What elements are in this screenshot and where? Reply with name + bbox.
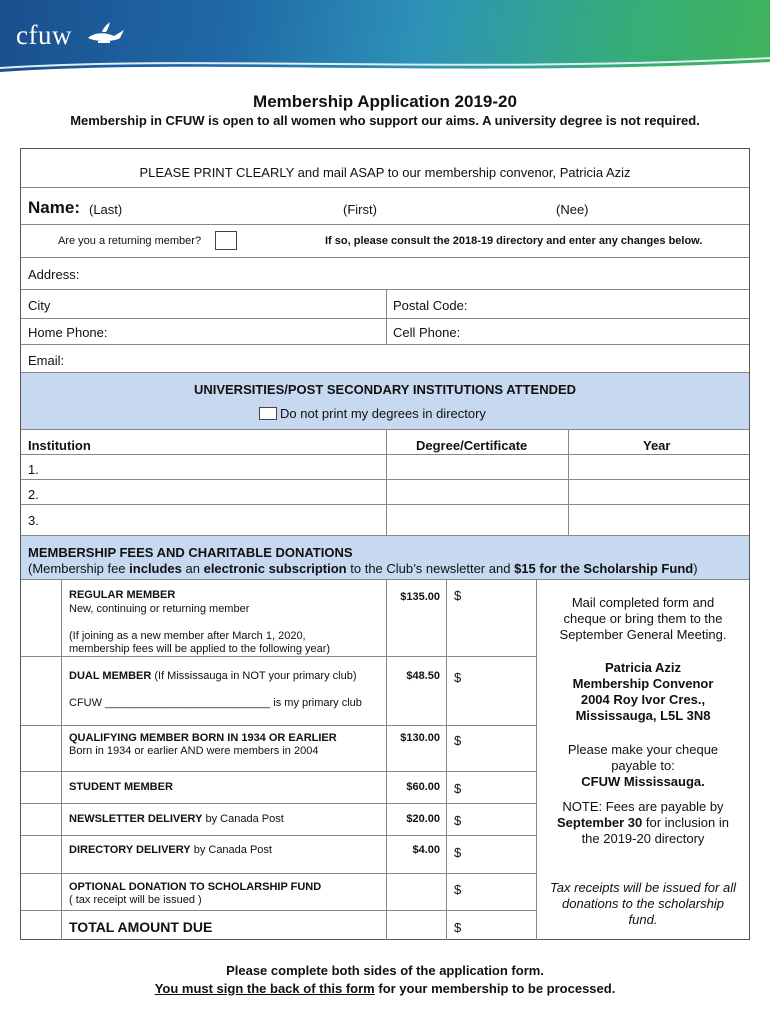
home-phone-label: Home Phone: <box>28 325 108 340</box>
row-number: 3. <box>28 513 39 528</box>
fees-dollar-divider <box>446 580 447 940</box>
newsletter-title: NEWSLETTER DELIVERY by Canada Post <box>69 813 284 825</box>
no-print-degrees-label: Do not print my degrees in directory <box>280 406 486 421</box>
col-year: Year <box>643 438 671 453</box>
instructions-text: PLEASE PRINT CLEARLY and mail ASAP to our membership convenor, Patricia Aziz <box>139 165 631 180</box>
year-divider <box>568 430 569 536</box>
footer-instructions: Please complete both sides of the application form. <box>226 963 544 978</box>
university-row-3[interactable] <box>21 505 749 536</box>
page-title: Membership Application 2019-20 <box>253 92 517 111</box>
regular-title: REGULAR MEMBER <box>69 589 176 601</box>
name-last-label: (Last) <box>89 202 123 217</box>
universities-header <box>21 373 749 430</box>
total-dollar[interactable]: $ <box>454 920 462 935</box>
no-print-degrees-checkbox[interactable] <box>259 407 277 420</box>
postal-code-field[interactable] <box>386 290 749 319</box>
fee-row-line <box>21 873 537 874</box>
fees-amount-divider <box>386 580 387 940</box>
qualifying-title: QUALIFYING MEMBER BORN IN 1934 OR EARLIER <box>69 732 337 744</box>
regular-line2: (If joining as a new member after March 1, 2020, <box>69 630 306 642</box>
student-title: STUDENT MEMBER <box>69 781 173 793</box>
col-institution: Institution <box>28 438 91 453</box>
universities-heading: UNIVERSITIES/POST SECONDARY INSTITUTIONS ATTENDED <box>193 382 577 397</box>
university-row-2[interactable] <box>21 480 749 505</box>
cfuw-logo: cfuw <box>16 20 72 50</box>
name-row[interactable] <box>21 188 749 225</box>
col-degree: Degree/Certificate <box>416 438 528 453</box>
returning-member-row <box>21 225 749 258</box>
banner-wave <box>0 56 770 78</box>
donation-dollar[interactable]: $ <box>454 882 462 897</box>
city-field[interactable] <box>21 290 386 319</box>
address-label: Address: <box>28 267 80 282</box>
qualifying-line1: Born in 1934 or earlier AND were members in 2004 <box>69 745 319 757</box>
email-label: Email: <box>28 353 65 368</box>
fees-heading: MEMBERSHIP FEES AND CHARITABLE DONATIONS <box>28 545 353 560</box>
student-amount: $60.00 <box>406 781 440 793</box>
returning-question: Are you a returning member? <box>58 235 202 247</box>
fees-due-note: NOTE: Fees are payable by September 30 for inclusion in the 2019-20 directory <box>557 799 729 846</box>
mail-instructions: Mail completed form and cheque or bring them to the September General Meeting. <box>559 595 727 642</box>
newsletter-dollar[interactable]: $ <box>454 813 462 828</box>
cheque-instructions: Please make your cheque payable to: CFUW Mississauga. <box>567 742 719 789</box>
donation-title: OPTIONAL DONATION TO SCHOLARSHIP FUND <box>69 881 322 893</box>
row-number: 1. <box>28 462 39 477</box>
address-row[interactable] <box>21 258 749 290</box>
dual-title: DUAL MEMBER (If Mississauga in NOT your primary club) <box>69 670 357 682</box>
fee-row-line <box>21 835 537 836</box>
qualifying-amount: $130.00 <box>400 732 440 744</box>
postal-code-label: Postal Code: <box>393 298 468 313</box>
total-label: TOTAL AMOUNT DUE <box>69 919 213 935</box>
directory-title: DIRECTORY DELIVERY by Canada Post <box>69 844 272 856</box>
directory-amount: $4.00 <box>412 844 440 856</box>
name-nee-label: (Nee) <box>556 202 589 217</box>
email-row[interactable] <box>21 345 749 373</box>
regular-amount: $135.00 <box>400 591 440 603</box>
fee-row-line <box>21 771 537 772</box>
universities-column-header <box>21 430 749 455</box>
fees-left-margin <box>61 580 62 940</box>
home-phone-field[interactable] <box>21 319 386 345</box>
name-label: Name: <box>28 198 80 217</box>
regular-line3: membership fees will be applied to the following year) <box>69 643 331 655</box>
fee-row-line <box>21 656 537 657</box>
fee-row-line <box>21 725 537 726</box>
row-number: 2. <box>28 487 39 502</box>
returning-member-checkbox[interactable] <box>215 231 237 250</box>
instructions-row <box>21 149 749 188</box>
fee-row-line <box>21 803 537 804</box>
regular-dollar[interactable]: $ <box>454 588 462 603</box>
university-row-1[interactable] <box>21 455 749 480</box>
page-subtitle: Membership in CFUW is open to all women who support our aims. A university degree is not required. <box>70 113 700 128</box>
directory-dollar[interactable]: $ <box>454 845 462 860</box>
newsletter-amount: $20.00 <box>406 813 440 825</box>
cell-phone-field[interactable] <box>386 319 749 345</box>
fees-header <box>21 536 749 580</box>
qualifying-dollar[interactable]: $ <box>454 733 462 748</box>
lamp-icon <box>84 22 128 46</box>
convenor-address: Patricia Aziz Membership Convenor 2004 Roy Ivor Cres., Mississauga, L5L 3N8 <box>572 660 714 723</box>
fee-row-line <box>21 910 537 911</box>
city-label: City <box>28 298 51 313</box>
dual-amount: $48.50 <box>406 670 440 682</box>
donation-line1: ( tax receipt will be issued ) <box>69 894 202 906</box>
degree-divider <box>386 430 387 536</box>
regular-line1: New, continuing or returning member <box>69 603 250 615</box>
name-first-label: (First) <box>343 202 377 217</box>
cell-phone-label: Cell Phone: <box>393 325 461 340</box>
student-dollar[interactable]: $ <box>454 781 462 796</box>
returning-note: If so, please consult the 2018-19 directory and enter any changes below. <box>325 235 703 247</box>
dual-primary-club[interactable]: CFUW ___________________________ is my primary club <box>69 697 362 709</box>
tax-receipt-note: Tax receipts will be issued for all donations to the scholarship fund. <box>550 880 736 927</box>
dual-dollar[interactable]: $ <box>454 670 462 685</box>
fees-subheading: (Membership fee includes an electronic subscription to the Club’s newsletter and $15 for the Scholarship Fund) <box>28 561 698 576</box>
footer-signature-note: You must sign the back of this form for your membership to be processed. <box>154 981 616 996</box>
application-form <box>20 148 750 940</box>
